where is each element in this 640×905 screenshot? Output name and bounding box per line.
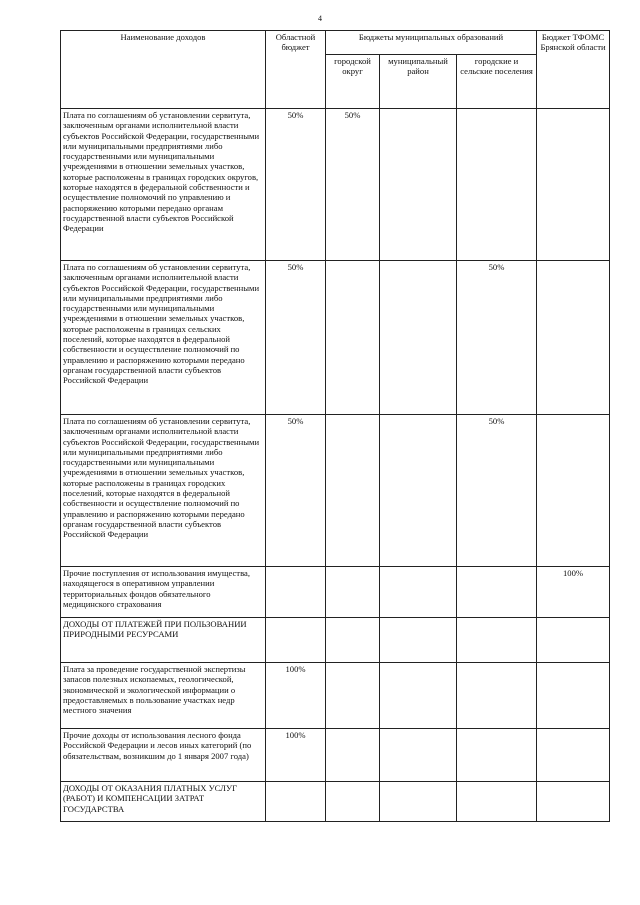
regional-share	[266, 782, 326, 822]
municipal-district-share	[380, 261, 457, 415]
settlement-share: 50%	[457, 261, 537, 415]
section-row	[61, 782, 610, 822]
header-regional-budget: Областной бюджет	[266, 31, 326, 109]
table-row	[61, 567, 610, 618]
revenue-name: Плата по соглашениям об установлении сервитута, заключенным органами исполнительной власти субъектов Российской Федерации, государственными или муниципальными предприятиями либо государственными или муниципальными учреждениями в отношении земельных участков, которые расположены в границах городских округов, которые находятся в федеральной собственности и осуществление полномочий по управлению и распоряжению которыми передано органам государственной власти субъектов Российской Федерации	[61, 109, 266, 261]
city-district-share: 50%	[326, 109, 380, 261]
header-city-district: городской округ	[326, 55, 380, 109]
header-tfoms-budget: Бюджет ТФОМС Брянской области	[537, 31, 610, 109]
tfoms-share: 100%	[537, 567, 610, 618]
revenue-name: Плата за проведение государственной экспертизы запасов полезных ископаемых, геологической, экономической и экологической информации о предоставляемых в пользование участках недр местного значения	[61, 663, 266, 729]
tfoms-share	[537, 415, 610, 567]
municipal-district-share	[380, 618, 457, 663]
header-settlements: городские и сельские поселения	[457, 55, 537, 109]
settlement-share	[457, 109, 537, 261]
settlement-share	[457, 618, 537, 663]
municipal-district-share	[380, 782, 457, 822]
settlement-share	[457, 663, 537, 729]
city-district-share	[326, 729, 380, 782]
city-district-share	[326, 618, 380, 663]
page-number: 4	[318, 14, 322, 23]
settlement-share: 50%	[457, 415, 537, 567]
municipal-district-share	[380, 567, 457, 618]
settlement-share	[457, 782, 537, 822]
table-row	[61, 729, 610, 782]
city-district-share	[326, 261, 380, 415]
regional-share: 50%	[266, 261, 326, 415]
header-revenue-name: Наименование доходов	[61, 31, 266, 109]
table-row	[61, 109, 610, 261]
city-district-share	[326, 663, 380, 729]
revenue-distribution-table	[60, 30, 610, 822]
municipal-district-share	[380, 729, 457, 782]
regional-share	[266, 567, 326, 618]
municipal-district-share	[380, 415, 457, 567]
revenue-name: Плата по соглашениям об установлении сервитута, заключенным органами исполнительной власти субъектов Российской Федерации, государственными или муниципальными предприятиями либо государственными или муниципальными учреждениями в отношении земельных участков, которые расположены в границах сельских поселений, которые находятся в федеральной собственности и осуществление полномочий по управлению и распоряжению которыми передано органам государственной власти субъектов Российской Федерации	[61, 261, 266, 415]
revenue-name: Прочие поступления от использования имущества, находящегося в оперативном управлении территориальных фондов обязательного медицинского страхования	[61, 567, 266, 618]
settlement-share	[457, 567, 537, 618]
section-heading: ДОХОДЫ ОТ ОКАЗАНИЯ ПЛАТНЫХ УСЛУГ (РАБОТ) И КОМПЕНСАЦИИ ЗАТРАТ ГОСУДАРСТВА	[61, 782, 266, 822]
table-row	[61, 415, 610, 567]
municipal-district-share	[380, 109, 457, 261]
regional-share: 50%	[266, 415, 326, 567]
header-municipal-budgets: Бюджеты муниципальных образований	[326, 31, 537, 55]
city-district-share	[326, 567, 380, 618]
section-row	[61, 618, 610, 663]
regional-share: 100%	[266, 663, 326, 729]
tfoms-share	[537, 729, 610, 782]
settlement-share	[457, 729, 537, 782]
tfoms-share	[537, 663, 610, 729]
municipal-district-share	[380, 663, 457, 729]
regional-share	[266, 618, 326, 663]
revenue-name: Плата по соглашениям об установлении сервитута, заключенным органами исполнительной власти субъектов Российской Федерации, государственными или муниципальными предприятиями либо государственными или муниципальными учреждениями в отношении земельных участков, которые расположены в границах городских поселений, которые находятся в федеральной собственности и осуществление полномочий по управлению и распоряжению которыми передано органам государственной власти субъектов Российской Федерации	[61, 415, 266, 567]
regional-share: 50%	[266, 109, 326, 261]
table-row	[61, 663, 610, 729]
table-row	[61, 261, 610, 415]
section-heading: ДОХОДЫ ОТ ПЛАТЕЖЕЙ ПРИ ПОЛЬЗОВАНИИ ПРИРОДНЫМИ РЕСУРСАМИ	[61, 618, 266, 663]
city-district-share	[326, 782, 380, 822]
revenue-name: Прочие доходы от использования лесного фонда Российской Федерации и лесов иных категорий (по обязательствам, возникшим до 1 января 2007 года)	[61, 729, 266, 782]
tfoms-share	[537, 109, 610, 261]
city-district-share	[326, 415, 380, 567]
regional-share: 100%	[266, 729, 326, 782]
tfoms-share	[537, 782, 610, 822]
header-municipal-district: муниципальный район	[380, 55, 457, 109]
tfoms-share	[537, 261, 610, 415]
tfoms-share	[537, 618, 610, 663]
